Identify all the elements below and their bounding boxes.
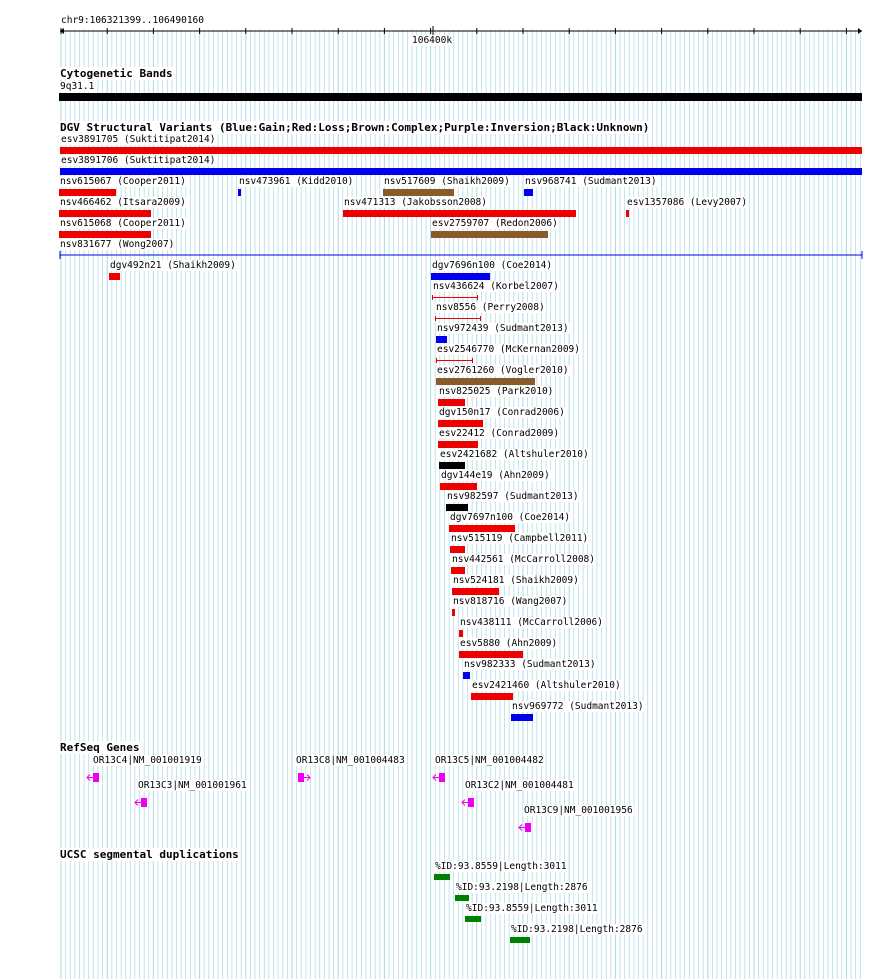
dgv-feature-bar[interactable]	[431, 273, 490, 280]
dgv-feature-bar[interactable]	[511, 714, 533, 721]
dgv-feature-label[interactable]: esv3891705 (Suktitipat2014)	[61, 134, 216, 145]
segdup-bar[interactable]	[434, 874, 450, 880]
dgv-feature-bar[interactable]	[438, 441, 478, 448]
cytoband-track-title: Cytogenetic Bands	[60, 67, 173, 80]
dgv-feature-bar[interactable]	[451, 567, 465, 574]
dgv-feature-label[interactable]: nsv831677 (Wong2007)	[60, 239, 175, 250]
dgv-feature-label[interactable]: esv2546770 (McKernan2009)	[437, 344, 580, 355]
dgv-feature-bar[interactable]	[59, 189, 116, 196]
dgv-feature-label[interactable]: esv1357086 (Levy2007)	[627, 197, 748, 208]
segdup-label[interactable]: %ID:93.2198|Length:2876	[511, 924, 643, 935]
dgv-feature-bar[interactable]	[450, 546, 465, 553]
dgv-feature-bar[interactable]	[109, 273, 120, 280]
dgv-feature-label[interactable]: esv2421460 (Altshuler2010)	[472, 680, 621, 691]
gene-plus-strand-icon[interactable]	[297, 767, 311, 776]
dgv-feature-bar[interactable]	[238, 189, 241, 196]
dgv-feature-label[interactable]: esv2759707 (Redon2006)	[432, 218, 558, 229]
gene-label[interactable]: OR13C3|NM_001001961	[138, 780, 247, 791]
dgv-feature-bar[interactable]	[436, 358, 473, 363]
dgv-feature-label[interactable]: nsv969772 (Sudmant2013)	[512, 701, 644, 712]
dgv-feature-bar[interactable]	[60, 147, 862, 154]
gene-minus-strand-icon[interactable]	[518, 817, 532, 826]
dgv-feature-label[interactable]: nsv825025 (Park2010)	[439, 386, 554, 397]
dgv-feature-bar[interactable]	[59, 231, 151, 238]
dgv-feature-label[interactable]: nsv972439 (Sudmant2013)	[437, 323, 569, 334]
dgv-feature-label[interactable]: esv5880 (Ahn2009)	[460, 638, 558, 649]
dgv-feature-bar[interactable]	[463, 672, 470, 679]
coordinate-range: chr9:106321399..106490160	[61, 15, 204, 26]
gene-label[interactable]: OR13C4|NM_001001919	[93, 755, 202, 766]
refseq-track-title: RefSeq Genes	[60, 741, 140, 754]
dgv-feature-bar[interactable]	[343, 210, 576, 217]
segdup-bar[interactable]	[510, 937, 530, 943]
scale-label: 106400k	[412, 35, 453, 46]
dgv-feature-bar[interactable]	[432, 295, 478, 300]
gene-label[interactable]: OR13C5|NM_001004482	[435, 755, 544, 766]
gene-minus-strand-icon[interactable]	[86, 767, 100, 776]
gene-minus-strand-icon[interactable]	[134, 792, 148, 801]
dgv-feature-label[interactable]: esv2421682 (Altshuler2010)	[440, 449, 589, 460]
dgv-feature-label[interactable]: nsv471313 (Jakobsson2008)	[344, 197, 487, 208]
dgv-feature-label[interactable]: dgv150n17 (Conrad2006)	[439, 407, 565, 418]
dgv-feature-label[interactable]: nsv517609 (Shaikh2009)	[384, 176, 510, 187]
gene-minus-strand-icon[interactable]	[432, 767, 446, 776]
dgv-feature-label[interactable]: nsv615067 (Cooper2011)	[60, 176, 186, 187]
dgv-feature-bar[interactable]	[524, 189, 533, 196]
dgv-feature-bar[interactable]	[446, 504, 468, 511]
dgv-feature-label[interactable]: esv3891706 (Suktitipat2014)	[61, 155, 216, 166]
segdup-label[interactable]: %ID:93.8559|Length:3011	[435, 861, 567, 872]
dgv-feature-label[interactable]: nsv982597 (Sudmant2013)	[447, 491, 579, 502]
dgv-feature-label[interactable]: nsv8556 (Perry2008)	[436, 302, 545, 313]
dgv-feature-bar[interactable]	[440, 483, 477, 490]
dgv-feature-label[interactable]: nsv818716 (Wang2007)	[453, 596, 568, 607]
segdup-label[interactable]: %ID:93.8559|Length:3011	[466, 903, 598, 914]
dgv-feature-label[interactable]: nsv515119 (Campbell2011)	[451, 533, 589, 544]
dgv-feature-bar[interactable]	[60, 168, 862, 175]
dgv-feature-label[interactable]: dgv7696n100 (Coe2014)	[432, 260, 553, 271]
dgv-feature-bar[interactable]	[431, 231, 548, 238]
dgv-feature-bar[interactable]	[626, 210, 629, 217]
dgv-feature-label[interactable]: dgv7697n100 (Coe2014)	[450, 512, 571, 523]
dgv-feature-label[interactable]: esv22412 (Conrad2009)	[439, 428, 560, 439]
dgv-feature-bar[interactable]	[459, 630, 463, 637]
segdup-label[interactable]: %ID:93.2198|Length:2876	[456, 882, 588, 893]
dgv-track-title: DGV Structural Variants (Blue:Gain;Red:Loss;Brown:Complex;Purple:Inversion;Black:Unknown)	[60, 121, 650, 134]
dgv-feature-label[interactable]: nsv436624 (Korbel2007)	[433, 281, 559, 292]
dgv-feature-bar[interactable]	[459, 651, 523, 658]
dgv-feature-label[interactable]: nsv473961 (Kidd2010)	[239, 176, 354, 187]
dgv-feature-label[interactable]: dgv492n21 (Shaikh2009)	[110, 260, 236, 271]
dgv-feature-label[interactable]: esv2761260 (Vogler2010)	[437, 365, 569, 376]
segdup-track-title: UCSC segmental duplications	[60, 848, 239, 861]
segdup-bar[interactable]	[465, 916, 481, 922]
dgv-feature-bar[interactable]	[436, 378, 535, 385]
segdup-bar[interactable]	[455, 895, 469, 901]
dgv-feature-bar[interactable]	[452, 609, 455, 616]
dgv-feature-bar[interactable]	[439, 462, 465, 469]
dgv-feature-bar[interactable]	[436, 336, 447, 343]
dgv-feature-label[interactable]: nsv615068 (Cooper2011)	[60, 218, 186, 229]
cytoband-bar[interactable]	[59, 93, 862, 101]
gene-minus-strand-icon[interactable]	[461, 792, 475, 801]
gene-label[interactable]: OR13C9|NM_001001956	[524, 805, 633, 816]
dgv-feature-bar[interactable]	[383, 189, 454, 196]
dgv-feature-bar[interactable]	[471, 693, 513, 700]
gene-label[interactable]: OR13C2|NM_001004481	[465, 780, 574, 791]
dgv-feature-bar[interactable]	[449, 525, 515, 532]
dgv-feature-label[interactable]: nsv982333 (Sudmant2013)	[464, 659, 596, 670]
dgv-feature-label[interactable]: nsv968741 (Sudmant2013)	[525, 176, 657, 187]
dgv-feature-label[interactable]: dgv144e19 (Ahn2009)	[441, 470, 550, 481]
dgv-feature-label[interactable]: nsv442561 (McCarroll2008)	[452, 554, 595, 565]
dgv-feature-bar[interactable]	[452, 588, 499, 595]
dgv-feature-bar[interactable]	[438, 399, 465, 406]
dgv-feature-label[interactable]: nsv466462 (Itsara2009)	[60, 197, 186, 208]
dgv-feature-label[interactable]: nsv524181 (Shaikh2009)	[453, 575, 579, 586]
dgv-feature-label[interactable]: nsv438111 (McCarroll2006)	[460, 617, 603, 628]
cytoband-label: 9q31.1	[60, 81, 95, 92]
gene-label[interactable]: OR13C8|NM_001004483	[296, 755, 405, 766]
dgv-feature-bar[interactable]	[438, 420, 483, 427]
dgv-feature-bar[interactable]	[59, 210, 151, 217]
dgv-feature-bar[interactable]	[435, 316, 481, 321]
